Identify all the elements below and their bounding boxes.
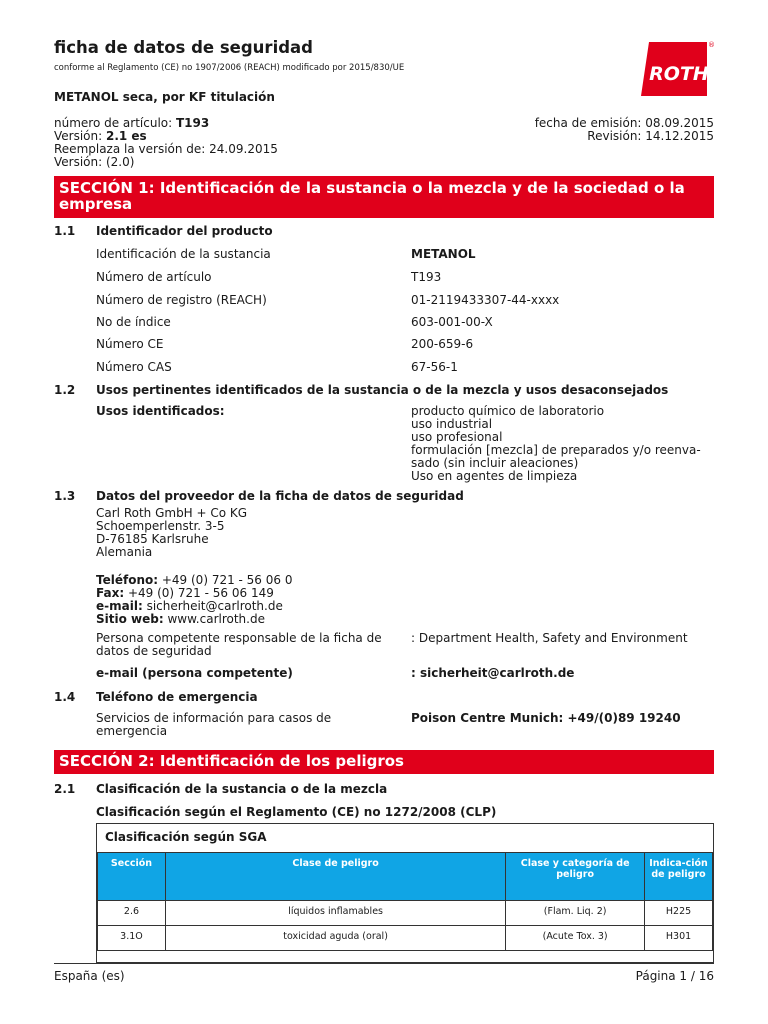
- use-item: producto químico de laboratorio: [411, 404, 605, 418]
- table-cell: líquidos inflamables: [165, 901, 505, 926]
- section-2-heading: SECCIÓN 2: Identificación de los peligros: [54, 750, 714, 774]
- product-name: METANOL seca, por KF titulación: [54, 90, 275, 104]
- table-row: [98, 926, 713, 951]
- emergency-label-line: Servicios de información para casos de: [96, 711, 332, 725]
- subsection-title: Datos del proveedor de la ficha de datos de seguridad: [96, 489, 464, 503]
- identifier-label: Número CAS: [96, 360, 172, 374]
- use-item: uso profesional: [411, 430, 503, 444]
- use-item: Uso en agentes de limpieza: [411, 469, 578, 483]
- table-cell: 3.1O: [98, 926, 166, 951]
- use-item: formulación [mezcla] de preparados y/o reenva-: [411, 443, 701, 457]
- identifier-label: No de índice: [96, 315, 171, 329]
- competent-person-label: [96, 632, 382, 658]
- replaces-version: Reemplaza la versión de: 24.09.2015: [54, 142, 278, 156]
- competent-label-line: Persona competente responsable de la ficha de: [96, 631, 382, 645]
- column-header: Clase de peligro: [165, 853, 505, 901]
- address-line: Alemania: [96, 545, 153, 559]
- table-cell: toxicidad aguda (oral): [165, 926, 505, 951]
- revision-date: Revisión: 14.12.2015: [587, 129, 714, 143]
- phone-label: Teléfono:: [96, 573, 159, 587]
- emergency-label-line: emergencia: [96, 724, 168, 738]
- identifier-value: 67-56-1: [411, 360, 458, 374]
- competent-email-value: : sicherheit@carlroth.de: [411, 666, 575, 680]
- document-meta-left: [54, 117, 278, 169]
- document-title: ficha de datos de seguridad: [54, 38, 313, 57]
- footer-locale: España (es): [54, 969, 125, 983]
- phone-value: +49 (0) 721 - 56 06 0: [158, 573, 293, 587]
- identifier-value: T193: [411, 270, 442, 284]
- footer-divider: [54, 963, 714, 964]
- clp-classification-title: Clasificación según el Reglamento (CE) no 1272/2008 (CLP): [96, 805, 497, 819]
- identifier-value: METANOL: [411, 247, 476, 261]
- fax-value: +49 (0) 721 - 56 06 149: [124, 586, 274, 600]
- page-number: Página 1 / 16: [635, 969, 714, 983]
- uses-list: [411, 405, 701, 483]
- document-meta-right: [535, 117, 714, 143]
- identifier-label: Número de artículo: [96, 270, 212, 284]
- table-cell: (Flam. Liq. 2): [506, 901, 645, 926]
- competent-email-label: e-mail (persona competente): [96, 666, 293, 680]
- column-header: Sección: [98, 853, 166, 901]
- identifier-label: Número CE: [96, 337, 164, 351]
- table-cell: H225: [645, 901, 713, 926]
- supplier-contact: [96, 574, 292, 626]
- table-cell: 2.6: [98, 901, 166, 926]
- column-header: Indica-ción de peligro: [645, 853, 713, 901]
- sga-title: Clasificación según SGA: [105, 830, 267, 844]
- fax-label: Fax:: [96, 586, 125, 600]
- email-label: e-mail:: [96, 599, 143, 613]
- competent-label-line: datos de seguridad: [96, 644, 212, 658]
- previous-version: Versión: (2.0): [54, 155, 135, 169]
- article-value: T193: [176, 116, 210, 130]
- section-1-heading: SECCIÓN 1: Identificación de la sustancia o la mezcla y de la sociedad o la empresa: [54, 176, 714, 218]
- svg-text:®: ®: [708, 41, 715, 49]
- uses-label: Usos identificados:: [96, 404, 225, 418]
- address-line: Schoemperlenstr. 3-5: [96, 519, 225, 533]
- use-item: sado (sin incluir aleaciones): [411, 456, 579, 470]
- issue-date: fecha de emisión: 08.09.2015: [534, 116, 714, 130]
- subsection-title: Identificador del producto: [96, 224, 273, 238]
- website-value: www.carlroth.de: [163, 612, 265, 626]
- document-subtitle: conforme al Reglamento (CE) no 1907/2006 (REACH) modificado por 2015/830/UE: [54, 63, 405, 73]
- identifier-label: Identificación de la sustancia: [96, 247, 271, 261]
- subsection-number: 1.2: [54, 383, 76, 397]
- use-item: uso industrial: [411, 417, 493, 431]
- competent-person-value: : Department Health, Safety and Environment: [411, 631, 688, 645]
- identifier-value: 200-659-6: [411, 337, 474, 351]
- subsection-number: 2.1: [54, 782, 76, 796]
- emergency-label: [96, 712, 331, 738]
- emergency-value: Poison Centre Munich: +49/(0)89 19240: [411, 711, 681, 725]
- subsection-number: 1.3: [54, 489, 76, 503]
- email-value: sicherheit@carlroth.de: [142, 599, 283, 613]
- table-row: [98, 901, 713, 926]
- identifier-value: 01-2119433307-44-xxxx: [411, 293, 560, 307]
- version-value: 2.1 es: [105, 129, 147, 143]
- hazard-table: [97, 852, 713, 951]
- sga-classification-box: [96, 823, 714, 963]
- address-line: Carl Roth GmbH + Co KG: [96, 506, 248, 520]
- table-cell: H301: [645, 926, 713, 951]
- version-label: Versión:: [54, 129, 106, 143]
- address-line: D-76185 Karlsruhe: [96, 532, 209, 546]
- table-header-row: [98, 853, 713, 901]
- subsection-title: Usos pertinentes identificados de la sustancia o de la mezcla y usos desaconsejados: [96, 383, 669, 397]
- identifier-label: Número de registro (REACH): [96, 293, 267, 307]
- supplier-address: [96, 507, 247, 559]
- subsection-number: 1.4: [54, 690, 76, 704]
- website-label: Sitio web:: [96, 612, 164, 626]
- subsection-title: Clasificación de la sustancia o de la mezcla: [96, 782, 388, 796]
- subsection-number: 1.1: [54, 224, 76, 238]
- subsection-title: Teléfono de emergencia: [96, 690, 258, 704]
- table-cell: (Acute Tox. 3): [506, 926, 645, 951]
- identifier-value: 603-001-00-X: [411, 315, 493, 329]
- article-label: número de artículo:: [54, 116, 176, 130]
- column-header: Clase y categoría de peligro: [506, 853, 645, 901]
- logo-text: ROTH: [649, 63, 709, 85]
- roth-logo: [641, 40, 713, 98]
